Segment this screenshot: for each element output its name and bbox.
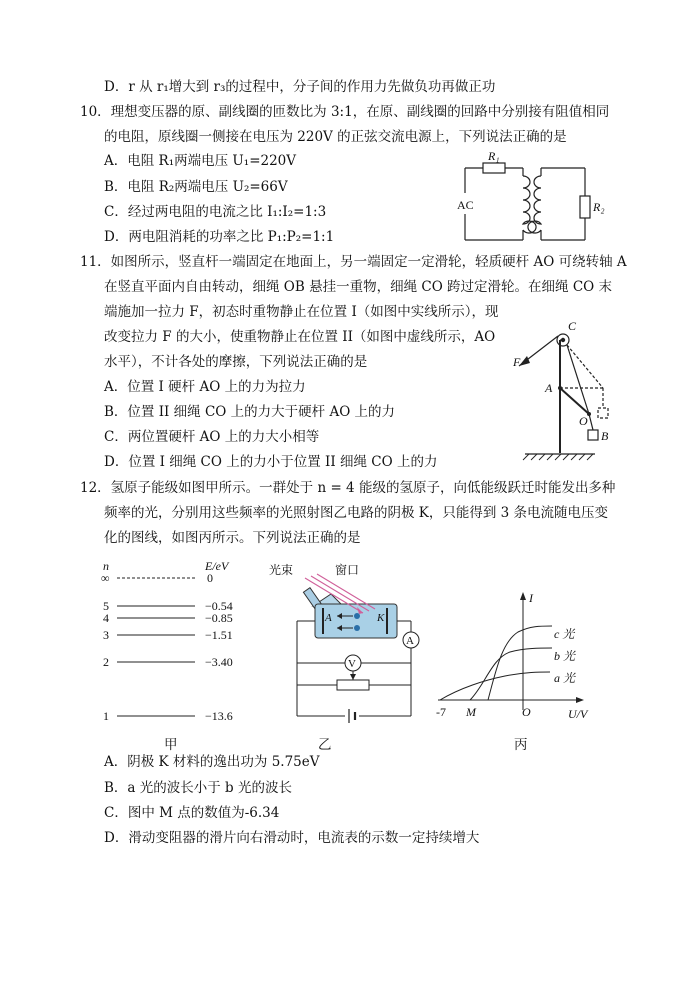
n-header: n xyxy=(103,559,109,573)
level-e-3: −1.51 xyxy=(205,628,233,642)
label-f: F xyxy=(513,355,521,369)
level-n-5: 5 xyxy=(103,599,109,613)
curve-b xyxy=(470,648,552,700)
level-n-3: 3 xyxy=(103,628,109,642)
voltmeter-label: V xyxy=(348,658,356,670)
q9-option-d: D．r 从 r₁增大到 r₃的过程中，分子间的作用力先做负功再做正功 xyxy=(104,79,496,95)
r2-label: R₂ xyxy=(593,200,605,214)
caption-yi: 乙 xyxy=(318,737,332,753)
caption-bing: 丙 xyxy=(514,737,528,753)
resistor-r1 xyxy=(483,163,505,173)
caption-jia: 甲 xyxy=(164,737,178,753)
q10-option-d: D．两电阻消耗的功率之比 P₁:P₂=1:1 xyxy=(104,229,335,245)
photoelectric-circuit xyxy=(265,558,425,728)
q10-stem-line-2: 的电阻，原线圈一侧接在电压为 220V 的正弦交流电源上，下列说法正确的是 xyxy=(104,129,567,145)
x-tick-minus7: -7 xyxy=(436,705,446,719)
origin-label: O xyxy=(522,705,531,719)
curve-c-label: c 光 xyxy=(554,627,575,641)
transformer-circuit-figure xyxy=(455,148,615,248)
rheostat xyxy=(337,680,369,690)
q12-stem-line-1: 12．氢原子能级如图甲所示。一群处于 n = 4 能级的氢原子，向低能级跃迁时能发出多种 xyxy=(80,480,616,496)
label-a: A xyxy=(545,381,553,395)
q11-option-d: D．位置 I 细绳 CO 上的力小于位置 II 细绳 CO 上的力 xyxy=(104,454,438,470)
anode-label: A xyxy=(325,612,332,624)
q12-option-a: A．阴极 K 材料的逸出功为 5.75eV xyxy=(104,754,320,770)
q11-option-c: C．两位置硬杆 AO 上的力大小相等 xyxy=(104,429,320,445)
force-arrow xyxy=(519,356,530,366)
q11-stem-line-4: 改变拉力 F 的大小，使重物静止在位置 II（如图中虚线所示，AO xyxy=(104,329,496,345)
axis-i-label: I xyxy=(529,591,533,605)
curve-a-label: a 光 xyxy=(554,671,576,685)
level-e-5: −0.54 xyxy=(205,599,233,613)
ammeter-label: A xyxy=(406,635,414,647)
curve-c xyxy=(488,626,552,700)
q11-stem-line-1: 11．如图所示，竖直杆一端固定在地面上，另一端固定一定滑轮，轻质硬杆 AO 可绕转轴 A xyxy=(80,254,627,270)
label-b: B xyxy=(601,429,609,443)
level-n-2: 2 xyxy=(103,655,109,669)
window-label: 窗口 xyxy=(335,563,360,577)
pulley-rod-figure xyxy=(505,318,615,463)
label-o: O xyxy=(579,414,588,428)
resistor-r2 xyxy=(580,196,590,218)
energy-level-diagram xyxy=(95,558,275,728)
level-e-1: −13.6 xyxy=(205,709,233,723)
cathode-label: K xyxy=(377,612,385,624)
q11-stem-line-3: 端施加一拉力 F，初态时重物静止在位置 I（如图中实线所示），现 xyxy=(104,304,499,320)
m-point-label: M xyxy=(466,705,476,719)
q12-stem-line-3: 化的图线，如图丙所示。下列说法正确的是 xyxy=(104,530,361,546)
q12-stem-line-2: 频率的光，分别用这些频率的光照射图乙电路的阴极 K，只能得到 3 条电流随电压变 xyxy=(104,505,609,521)
level-e-inf: 0 xyxy=(207,571,213,585)
q11-option-a: A．位置 I 硬杆 AO 上的力为拉力 xyxy=(104,379,306,395)
level-n-4: 4 xyxy=(103,611,109,625)
curve-b-label: b 光 xyxy=(554,649,576,663)
q10-stem-line-1: 10．理想变压器的原、副线圈的匝数比为 3:1，在原、副线圈的回路中分别接有阻值相同 xyxy=(80,104,610,120)
q11-stem-line-2: 在竖直平面内自由转动，细绳 OB 悬挂一重物，细绳 CO 跨过定滑轮。在细绳 CO 末 xyxy=(104,279,613,295)
q12-option-d: D．滑动变阻器的滑片向右滑动时，电流表的示数一定持续增大 xyxy=(104,830,480,846)
label-c: C xyxy=(568,319,577,333)
q10-option-b: B．电阻 R₂两端电压 U₂=66V xyxy=(104,179,288,195)
curve-a xyxy=(440,672,550,700)
rope-co-position-2 xyxy=(567,345,603,388)
ac-source-label: AC xyxy=(457,198,474,212)
level-n-1: 1 xyxy=(103,709,109,723)
level-e-4: −0.85 xyxy=(205,611,233,625)
q10-option-a: A．电阻 R₁两端电压 U₁=220V xyxy=(104,153,297,169)
beam-label: 光束 xyxy=(269,563,294,577)
r1-label: R₁ xyxy=(488,149,500,163)
axis-u-label: U/V xyxy=(568,707,588,721)
q11-option-b: B．位置 II 细绳 CO 上的力大于硬杆 AO 上的力 xyxy=(104,404,396,420)
q12-option-b: B．a 光的波长小于 b 光的波长 xyxy=(104,780,292,796)
level-e-2: −3.40 xyxy=(205,655,233,669)
q11-stem-line-5: 水平），不计各处的摩擦，下列说法正确的是 xyxy=(104,354,368,370)
level-n-inf: ∞ xyxy=(101,571,110,585)
i-u-graph xyxy=(430,590,590,730)
e-header: E/eV xyxy=(205,559,229,573)
weight-b xyxy=(588,430,598,440)
q10-option-c: C．经过两电阻的电流之比 I₁:I₂=1:3 xyxy=(104,204,327,220)
rope-ob-position-1 xyxy=(589,414,593,430)
rheostat-slider xyxy=(350,674,356,680)
q12-option-c: C．图中 M 点的数值为-6.34 xyxy=(104,805,280,821)
